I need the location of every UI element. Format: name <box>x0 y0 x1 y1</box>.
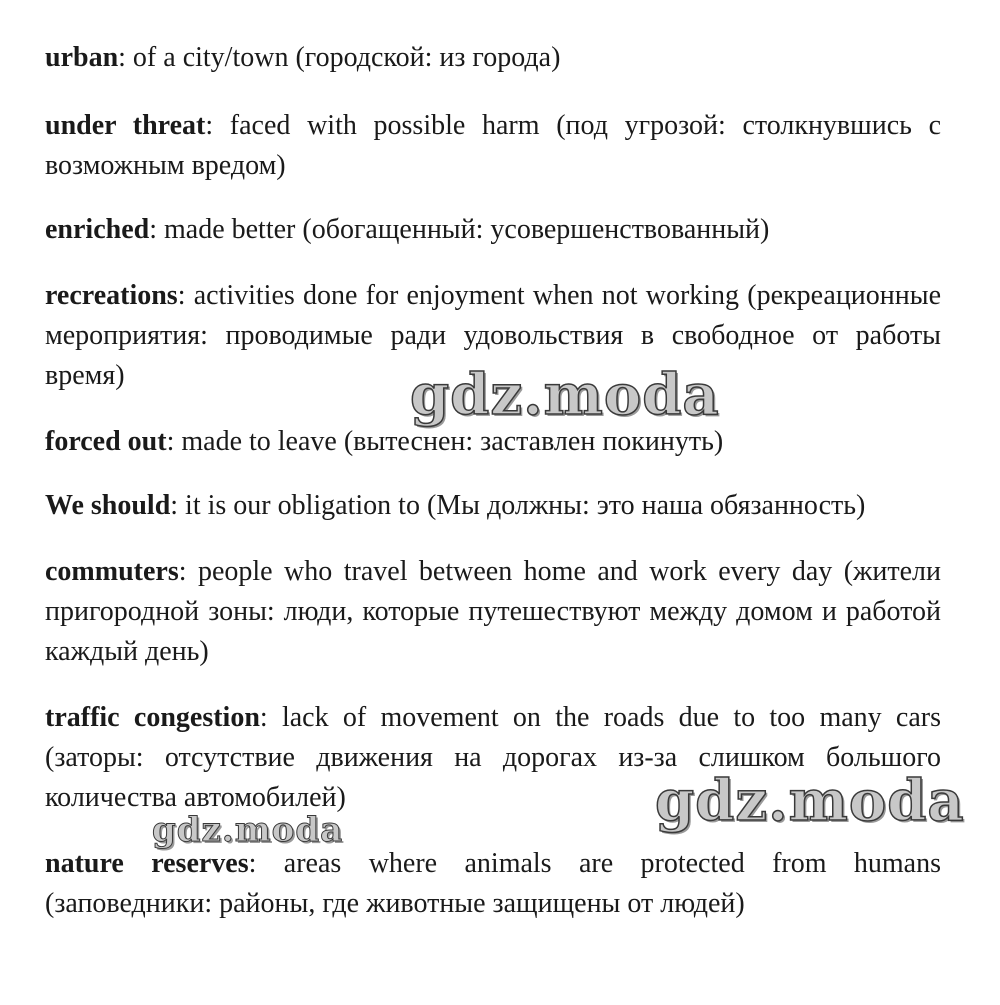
vocab-entry-under-threat <box>45 106 941 186</box>
vocab-definition: : areas where animals are protected from humans (заповедники: районы, где животные защищены от людей) <box>45 848 941 919</box>
vocab-term: under threat <box>45 110 206 141</box>
vocab-term: commuters <box>45 556 179 587</box>
vocab-term: We should <box>45 490 171 521</box>
vocab-definition: : of a city/town (городской: из города) <box>118 42 561 73</box>
vocab-term: recreations <box>45 280 178 311</box>
vocab-term: traffic congestion <box>45 702 260 733</box>
watermark-logo: gdz.moda <box>655 768 965 834</box>
vocab-definition: : lack of movement on the roads due to too many cars (заторы: отсутствие движения на дорогах из-за слишком большого количества автомобилей) <box>45 702 941 813</box>
vocab-term: urban <box>45 42 119 73</box>
vocab-term: enriched <box>45 214 150 245</box>
vocab-entry-enriched <box>45 210 769 250</box>
vocab-definition: : it is our obligation to (Мы должны: это наша обязанность) <box>170 490 866 521</box>
vocab-entry-forced-out <box>45 422 723 462</box>
vocab-definition: : faced with possible harm (под угрозой: столкнувшись с возможным вредом) <box>45 110 942 181</box>
vocab-term: forced out <box>45 426 167 457</box>
vocab-definition: : made to leave (вытеснен: заставлен покинуть) <box>166 426 724 457</box>
vocab-definition: : people who travel between home and work every day (жители пригородной зоны: люди, которые путешествуют между домом и работой каждый день) <box>45 556 941 667</box>
watermark-logo: gdz.moda <box>410 362 720 428</box>
vocab-entry-urban <box>45 38 560 78</box>
vocab-entry-commuters <box>45 552 941 672</box>
vocab-entry-traffic-congestion <box>45 698 941 818</box>
vocab-definition: : made better (обогащенный: усовершенствованный) <box>149 214 770 245</box>
vocab-entry-we-should <box>45 486 865 526</box>
vocab-term: nature reserves <box>45 848 249 879</box>
vocab-definition: : activities done for enjoyment when not working (рекреационные мероприятия: проводимые ради удовольствия в свободное от работы время) <box>45 280 941 391</box>
vocab-entry-recreations <box>45 276 941 396</box>
vocab-entry-nature-reserves <box>45 844 941 924</box>
watermark-logo: gdz.moda <box>152 810 344 850</box>
